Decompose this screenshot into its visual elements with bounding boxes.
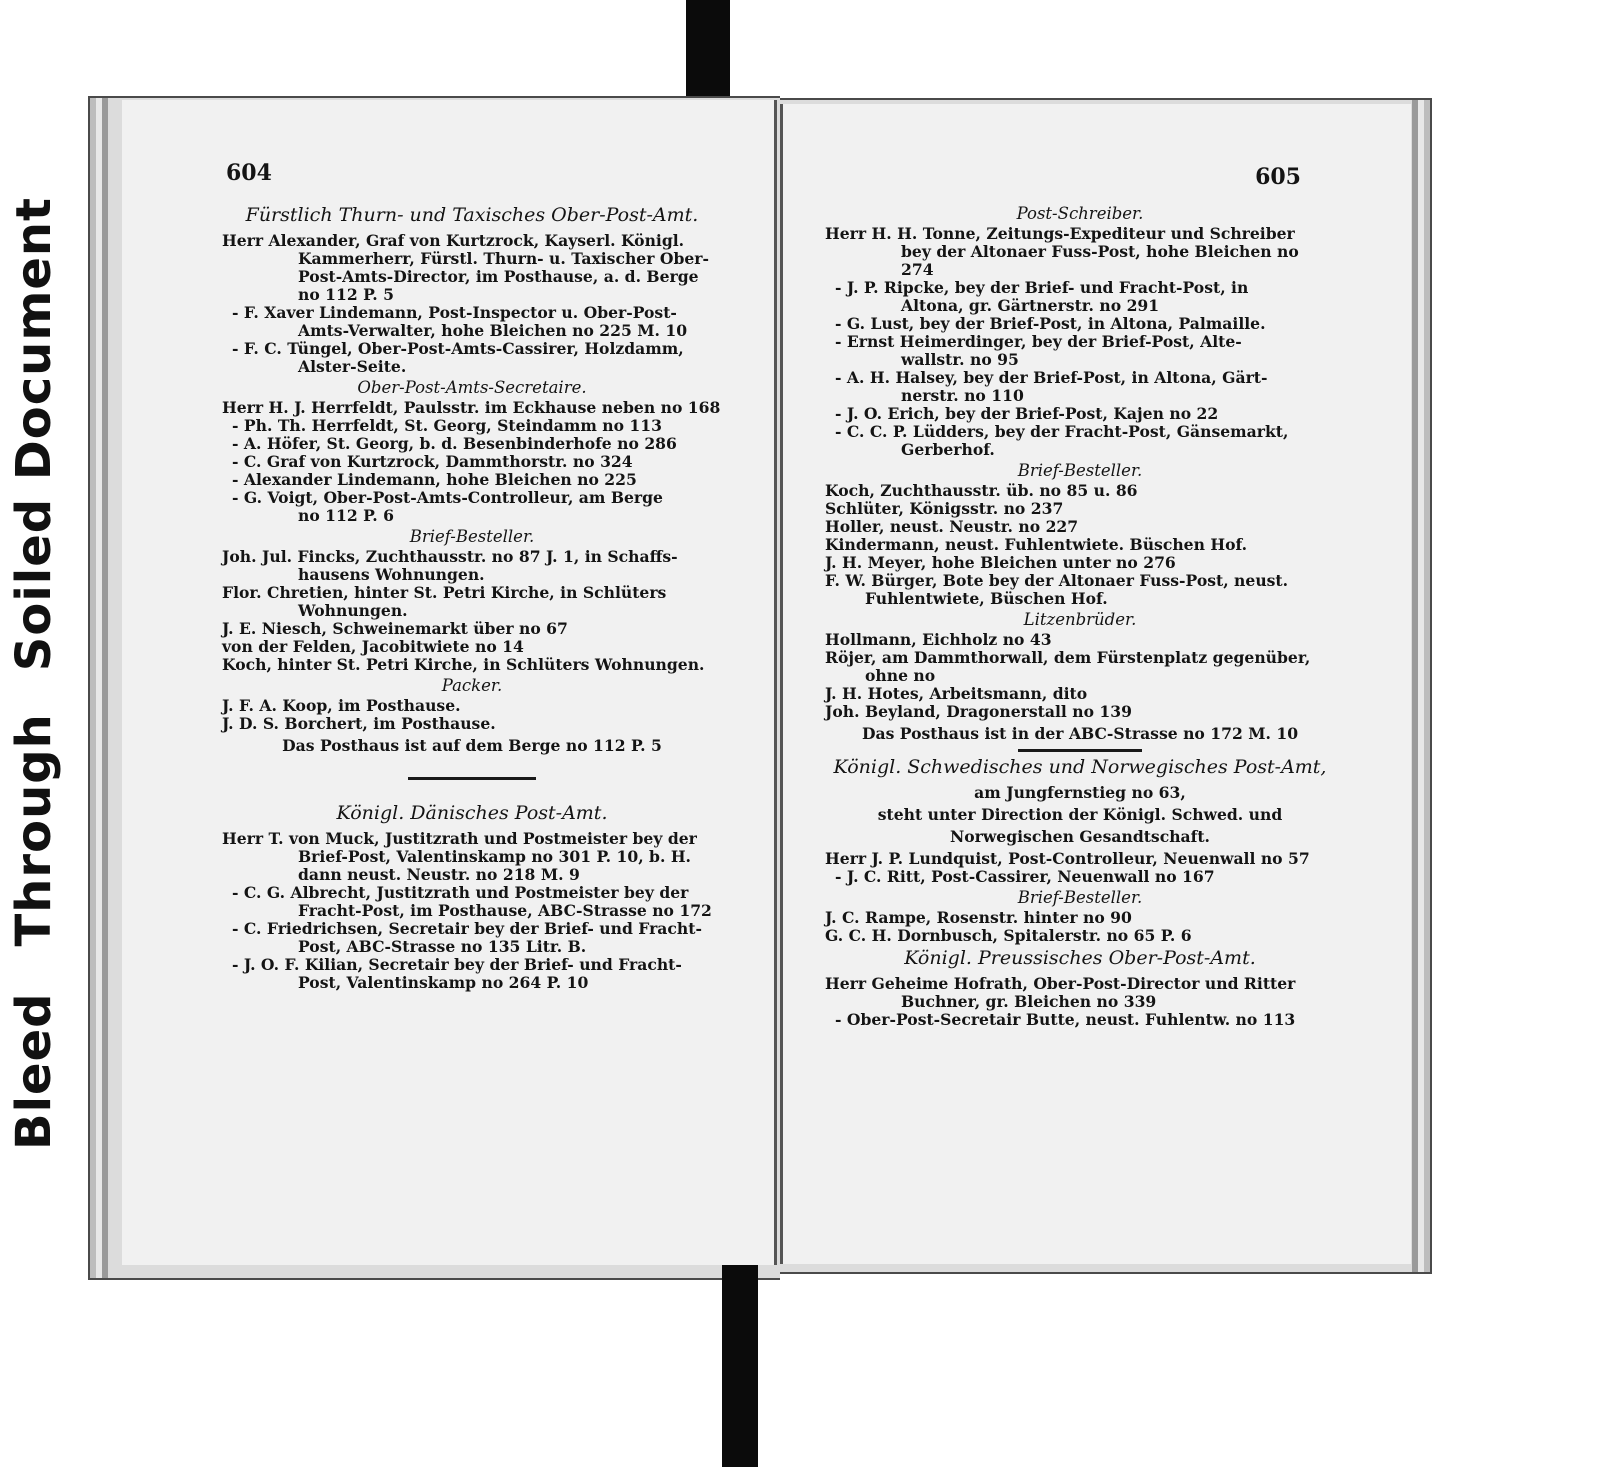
- entry-continuation-line: hausens Wohnungen.: [298, 565, 485, 584]
- directory-entry: [825, 333, 1335, 369]
- section-heading: Packer.: [441, 676, 503, 695]
- directory-entry: [825, 500, 1335, 518]
- section-divider-rule: [1018, 749, 1142, 752]
- entry-first-line: Koch, hinter St. Petri Kirche, in Schlüters Wohnungen.: [222, 655, 705, 674]
- binding-strip-top: [686, 0, 730, 100]
- directory-entry: [222, 548, 722, 584]
- entry-continuation-line: no 112 P. 5: [298, 285, 394, 304]
- directory-entry: [825, 909, 1335, 927]
- section-heading: Ober-Post-Amts-Secretaire.: [357, 378, 587, 397]
- stamp-word-soiled: Soiled: [6, 497, 62, 672]
- entry-first-line: Herr H. J. Herrfeldt, Paulsstr. im Eckhause neben no 168: [222, 398, 721, 417]
- directory-entry: [825, 572, 1335, 608]
- entry-first-line: - J. O. Erich, bey der Brief-Post, Kajen no 22: [835, 404, 1219, 423]
- directory-entry: [825, 975, 1335, 1011]
- entry-first-line: J. F. A. Koop, im Posthause.: [222, 696, 461, 715]
- entry-continuation-line: Fracht-Post, im Posthause, ABC-Strasse no 172: [298, 901, 712, 920]
- entry-first-line: J. H. Hotes, Arbeitsmann, dito: [825, 684, 1088, 703]
- directory-entry: [825, 225, 1335, 279]
- entry-continuation-line: Gerberhof.: [901, 440, 995, 459]
- entry-first-line: F. W. Bürger, Bote bey der Altonaer Fuss-Post, neust.: [825, 571, 1289, 590]
- directory-entry: [825, 649, 1335, 685]
- directory-entry: [825, 868, 1335, 886]
- entry-first-line: - G. Voigt, Ober-Post-Amts-Controlleur, am Berge: [232, 488, 663, 507]
- entry-first-line: Holler, neust. Neustr. no 227: [825, 517, 1079, 536]
- entry-continuation-line: ohne no: [865, 666, 936, 685]
- directory-entry: [222, 656, 722, 674]
- entry-first-line: Herr Geheime Hofrath, Ober-Post-Director und Ritter: [825, 974, 1296, 993]
- section-divider-rule: [408, 777, 536, 780]
- bleed-through-soiled-stamp: [6, 197, 62, 1150]
- directory-entry: [825, 369, 1335, 405]
- directory-entry: [222, 638, 722, 656]
- directory-entry: [222, 920, 722, 956]
- entry-continuation-line: wallstr. no 95: [901, 350, 1019, 369]
- entry-continuation-line: nerstr. no 110: [901, 386, 1024, 405]
- entry-continuation-line: Post-Amts-Director, im Posthause, a. d. Berge: [298, 267, 699, 286]
- entry-continuation-line: Brief-Post, Valentinskamp no 301 P. 10, b. H.: [298, 847, 691, 866]
- directory-entry: [222, 453, 722, 471]
- entry-first-line: - C. Graf von Kurtzrock, Dammthorstr. no 324: [232, 452, 633, 471]
- entry-first-line: - J. C. Ritt, Post-Cassirer, Neuenwall no 167: [835, 867, 1215, 886]
- directory-entry: [825, 423, 1335, 459]
- entry-continuation-line: Post, ABC-Strasse no 135 Litr. B.: [298, 937, 587, 956]
- directory-entry: [825, 279, 1335, 315]
- entry-first-line: - C. C. P. Lüdders, bey der Fracht-Post, Gänsemarkt,: [835, 422, 1289, 441]
- posthaus-address-note: Das Posthaus ist auf dem Berge no 112 P. 5: [282, 736, 662, 755]
- stamp-word-document: Document: [6, 196, 62, 481]
- directory-entry: [825, 554, 1335, 572]
- entry-first-line: Flor. Chretien, hinter St. Petri Kirche, in Schlüters: [222, 583, 667, 602]
- right-page: [780, 104, 1411, 1264]
- entry-first-line: J. E. Niesch, Schweinemarkt über no 67: [222, 619, 568, 638]
- entry-first-line: - C. G. Albrecht, Justitzrath und Postmeister bey der: [232, 883, 689, 902]
- entry-first-line: G. C. H. Dornbusch, Spitalerstr. no 65 P. 6: [825, 926, 1192, 945]
- entry-first-line: - Ernst Heimerdinger, bey der Brief-Post, Alte-: [835, 332, 1242, 351]
- entry-first-line: - J. P. Ripcke, bey der Brief- und Fracht-Post, in: [835, 278, 1249, 297]
- directory-entry: [222, 715, 722, 733]
- section-subnote: Norwegischen Gesandtschaft.: [950, 827, 1210, 846]
- entry-continuation-line: bey der Altonaer Fuss-Post, hohe Bleichen no 274: [901, 242, 1299, 279]
- section-heading: Fürstlich Thurn- und Taxisches Ober-Post-Amt.: [245, 204, 699, 226]
- entry-first-line: - C. Friedrichsen, Secretair bey der Brief- und Fracht-: [232, 919, 702, 938]
- entry-first-line: - Ph. Th. Herrfeldt, St. Georg, Steindamm no 113: [232, 416, 662, 435]
- directory-entry: [825, 685, 1335, 703]
- directory-entry: [222, 620, 722, 638]
- directory-entry: [222, 435, 722, 453]
- section-heading: Post-Schreiber.: [1016, 204, 1144, 223]
- entry-first-line: J. D. S. Borchert, im Posthause.: [222, 714, 496, 733]
- entry-first-line: - G. Lust, bey der Brief-Post, in Altona, Palmaille.: [835, 314, 1266, 333]
- directory-entry: [825, 850, 1335, 868]
- directory-entry: [825, 405, 1335, 423]
- directory-entry: [222, 830, 722, 884]
- directory-entry: [825, 482, 1335, 500]
- section-heading: Königl. Dänisches Post-Amt.: [336, 802, 608, 824]
- section-heading: Brief-Besteller.: [409, 527, 535, 546]
- directory-entry: [825, 518, 1335, 536]
- entry-continuation-line: Wohnungen.: [298, 601, 408, 620]
- directory-entry: [222, 340, 722, 376]
- entry-first-line: Schlüter, Königsstr. no 237: [825, 499, 1064, 518]
- entry-continuation-line: Post, Valentinskamp no 264 P. 10: [298, 973, 589, 992]
- entry-first-line: - F. Xaver Lindemann, Post-Inspector u. Ober-Post-: [232, 303, 677, 322]
- section-heading: Litzenbrüder.: [1023, 610, 1137, 629]
- entry-continuation-line: Buchner, gr. Bleichen no 339: [901, 992, 1157, 1011]
- entry-first-line: - A. H. Halsey, bey der Brief-Post, in Altona, Gärt-: [835, 368, 1268, 387]
- directory-entry: [222, 956, 722, 992]
- page-number-left: 604: [226, 160, 272, 186]
- entry-first-line: Herr T. von Muck, Justitzrath und Postmeister bey der: [222, 829, 697, 848]
- directory-entry: [222, 489, 722, 525]
- entry-first-line: Hollmann, Eichholz no 43: [825, 630, 1052, 649]
- entry-first-line: Joh. Beyland, Dragonerstall no 139: [825, 702, 1132, 721]
- entry-first-line: J. C. Rampe, Rosenstr. hinter no 90: [825, 908, 1132, 927]
- directory-entry: [222, 471, 722, 489]
- entry-continuation-line: Altona, gr. Gärtnerstr. no 291: [901, 296, 1160, 315]
- section-subnote: am Jungfernstieg no 63,: [974, 783, 1186, 802]
- right-page-text: [825, 202, 1335, 1029]
- directory-entry: [825, 536, 1335, 554]
- stamp-word-bleed: Bleed: [6, 992, 62, 1150]
- entry-first-line: - F. C. Tüngel, Ober-Post-Amts-Cassirer, Holzdamm,: [232, 339, 684, 358]
- directory-entry: [825, 315, 1335, 333]
- directory-entry: [222, 417, 722, 435]
- entry-first-line: Herr Alexander, Graf von Kurtzrock, Kayserl. Königl.: [222, 231, 685, 250]
- section-heading: Brief-Besteller.: [1017, 461, 1143, 480]
- left-page: [122, 100, 777, 1265]
- directory-entry: [825, 1011, 1335, 1029]
- entry-first-line: J. H. Meyer, hohe Bleichen unter no 276: [825, 553, 1176, 572]
- page-number-right: 605: [1255, 164, 1301, 190]
- entry-first-line: Herr J. P. Lundquist, Post-Controlleur, Neuenwall no 57: [825, 849, 1310, 868]
- entry-first-line: - Alexander Lindemann, hohe Bleichen no 225: [232, 470, 637, 489]
- entry-continuation-line: dann neust. Neustr. no 218 M. 9: [298, 865, 580, 884]
- entry-first-line: von der Felden, Jacobitwiete no 14: [222, 637, 524, 656]
- stamp-word-through: Through: [6, 713, 62, 947]
- entry-first-line: - Ober-Post-Secretair Butte, neust. Fuhlentw. no 113: [835, 1010, 1296, 1029]
- section-heading: Königl. Preussisches Ober-Post-Amt.: [904, 947, 1256, 969]
- entry-first-line: - J. O. F. Kilian, Secretair bey der Brief- und Fracht-: [232, 955, 682, 974]
- entry-continuation-line: Fuhlentwiete, Büschen Hof.: [865, 589, 1108, 608]
- directory-entry: [825, 927, 1335, 945]
- entry-continuation-line: Kammerherr, Fürstl. Thurn- u. Taxischer Ober-: [298, 249, 709, 268]
- section-heading: Brief-Besteller.: [1017, 888, 1143, 907]
- left-page-text: [222, 202, 722, 992]
- entry-first-line: Koch, Zuchthausstr. üb. no 85 u. 86: [825, 481, 1138, 500]
- directory-entry: [222, 399, 722, 417]
- directory-entry: [825, 631, 1335, 649]
- entry-continuation-line: no 112 P. 6: [298, 506, 394, 525]
- section-subnote: steht unter Direction der Königl. Schwed. und: [877, 805, 1283, 824]
- directory-entry: [222, 884, 722, 920]
- entry-first-line: - A. Höfer, St. Georg, b. d. Besenbinderhofe no 286: [232, 434, 677, 453]
- entry-continuation-line: Amts-Verwalter, hohe Bleichen no 225 M. 10: [298, 321, 688, 340]
- entry-continuation-line: Alster-Seite.: [298, 357, 407, 376]
- entry-first-line: Joh. Jul. Fincks, Zuchthausstr. no 87 J. 1, in Schaffs-: [222, 547, 678, 566]
- entry-first-line: Kindermann, neust. Fuhlentwiete. Büschen Hof.: [825, 535, 1248, 554]
- binding-strip-bottom: [722, 1255, 758, 1467]
- directory-entry: [825, 703, 1335, 721]
- directory-entry: [222, 304, 722, 340]
- posthaus-address-note: Das Posthaus ist in der ABC-Strasse no 172 M. 10: [861, 724, 1299, 743]
- directory-entry: [222, 697, 722, 715]
- directory-entry: [222, 584, 722, 620]
- entry-first-line: Röjer, am Dammthorwall, dem Fürstenplatz gegenüber,: [825, 648, 1311, 667]
- entry-first-line: Herr H. H. Tonne, Zeitungs-Expediteur und Schreiber: [825, 224, 1295, 243]
- directory-entry: [222, 232, 722, 304]
- section-heading: Königl. Schwedisches und Norwegisches Post-Amt,: [833, 756, 1327, 778]
